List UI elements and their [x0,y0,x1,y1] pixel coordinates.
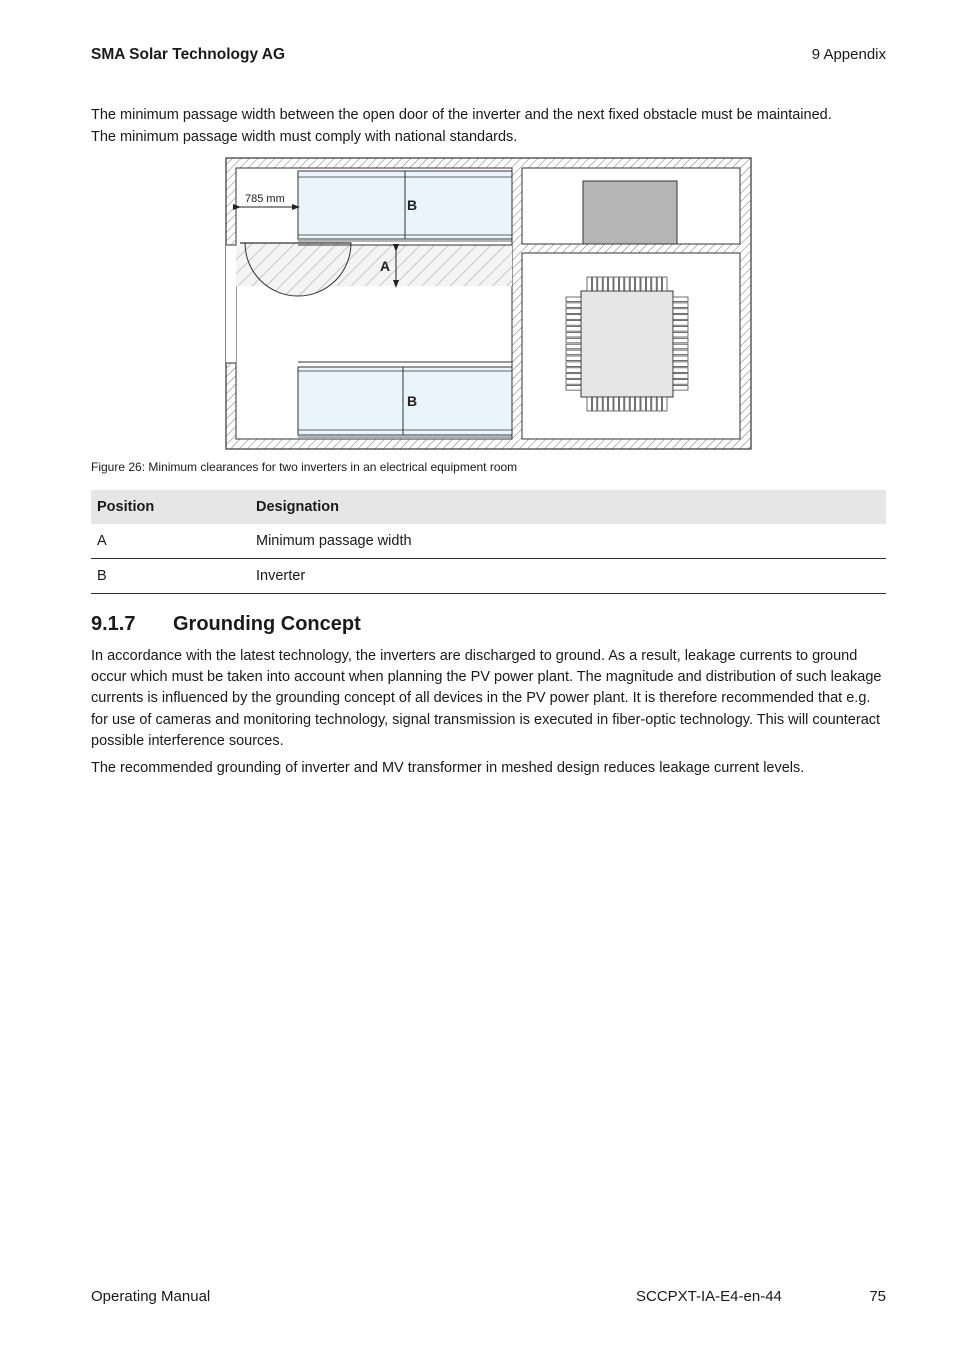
cooling-fin [673,332,688,337]
table-row [91,559,886,594]
cooling-fin [652,397,656,411]
cooling-fin [673,356,688,361]
figure-caption: Figure 26: Minimum clearances for two inverters in an electrical equipment room [91,460,518,474]
cooling-fin [646,277,650,291]
cooling-fin [673,321,688,326]
cooling-fin [603,397,607,411]
column-header-position: Position [91,490,250,524]
table-row [91,524,886,559]
cooling-fin [641,277,645,291]
cooling-fin [673,386,688,391]
cooling-fin [566,350,581,355]
cooling-fin [673,297,688,302]
header-chapter: 9 Appendix [811,46,886,63]
cooling-fin [663,277,667,291]
section-title: Grounding Concept [173,613,361,635]
header-company: SMA Solar Technology AG [91,46,286,63]
label-b-bottom: B [407,393,418,409]
cooling-fin [587,277,591,291]
cooling-fin [587,397,591,411]
cooling-fin [566,374,581,379]
clearance-figure [225,157,752,451]
cooling-fin [636,397,640,411]
cooling-fin [592,277,596,291]
cooling-fin [625,397,629,411]
table-cell-position: A [91,524,250,559]
cooling-fin [673,327,688,332]
cooling-fin [673,315,688,320]
intro-line-1: The minimum passage width between the open door of the inverter and the next fixed obstacle must be maintained. [91,107,832,123]
cooling-fin [636,277,640,291]
section-number: 9.1.7 [91,613,136,635]
cooling-fin [657,397,661,411]
cooling-fin [630,397,634,411]
cooling-fin [603,277,607,291]
cooling-fin [673,338,688,343]
cooling-fin [663,397,667,411]
footer-page-number: 75 [869,1288,886,1305]
cooling-fin [673,303,688,308]
cooling-fin [673,380,688,385]
cooling-fin [566,303,581,308]
cooling-fin [657,277,661,291]
cooling-fin [625,277,629,291]
section-heading [91,613,361,636]
cooling-fin [598,397,602,411]
transformer [566,277,688,411]
cooling-fin [673,368,688,373]
column-header-designation: Designation [250,490,886,524]
cooling-fin [566,368,581,373]
footer-document-id: SCCPXT-IA-E4-en-44 [636,1288,782,1305]
cooling-fin [641,397,645,411]
footer-manual-label: Operating Manual [91,1288,211,1305]
cooling-fin [598,277,602,291]
table-cell-designation: Inverter [250,559,886,594]
cooling-fin [609,277,613,291]
cooling-fin [619,397,623,411]
cooling-fin [566,315,581,320]
cooling-fin [614,397,618,411]
cooling-fin [566,356,581,361]
cooling-fin [619,277,623,291]
inverter-bottom [298,367,512,435]
cooling-fin [566,297,581,302]
cooling-fin [673,374,688,379]
cooling-fin [566,327,581,332]
paragraph-2: The recommended grounding of inverter and MV transformer in meshed design reduces leakage current levels. [91,760,805,777]
cooling-fin [566,362,581,367]
table-cell-position: B [91,559,250,594]
cooling-fin [609,397,613,411]
cooling-fin [652,277,656,291]
position-table [91,490,886,594]
floor-plan-drawing [225,157,752,451]
cooling-fin [592,397,596,411]
label-b-top: B [407,197,418,213]
cooling-fin [566,332,581,337]
cooling-fin [673,309,688,314]
cooling-fin [630,277,634,291]
intro-text [91,104,881,148]
cooling-fin [566,309,581,314]
table-cell-designation: Minimum passage width [250,524,886,559]
paragraph-1: In accordance with the latest technology, the inverters are discharged to ground. As a result, leakage currents to ground occur which must be taken into account when planning the PV power plant. The magnitude and distribution of such leakage currents is influenced by the grounding concept of all devices in the PV power plant. It is therefore recommended that e.g. for use of cameras and monitoring technology, signal transmission is executed in fiber-optic technology. This will counteract possible interference sources. [91,648,882,749]
cooling-fin [614,277,618,291]
cooling-fin [673,362,688,367]
cooling-fin [566,386,581,391]
cooling-fin [566,338,581,343]
label-a: A [380,258,391,274]
equipment-unit [583,181,677,244]
cooling-fin [673,344,688,349]
section-body [91,646,886,785]
intro-line-2: The minimum passage width must comply with national standards. [91,129,518,145]
cooling-fin [673,350,688,355]
cooling-fin [566,380,581,385]
cooling-fin [566,321,581,326]
cooling-fin [566,344,581,349]
table-header-row [91,490,886,524]
dimension-label: 785 mm [245,193,285,205]
cooling-fin [646,397,650,411]
